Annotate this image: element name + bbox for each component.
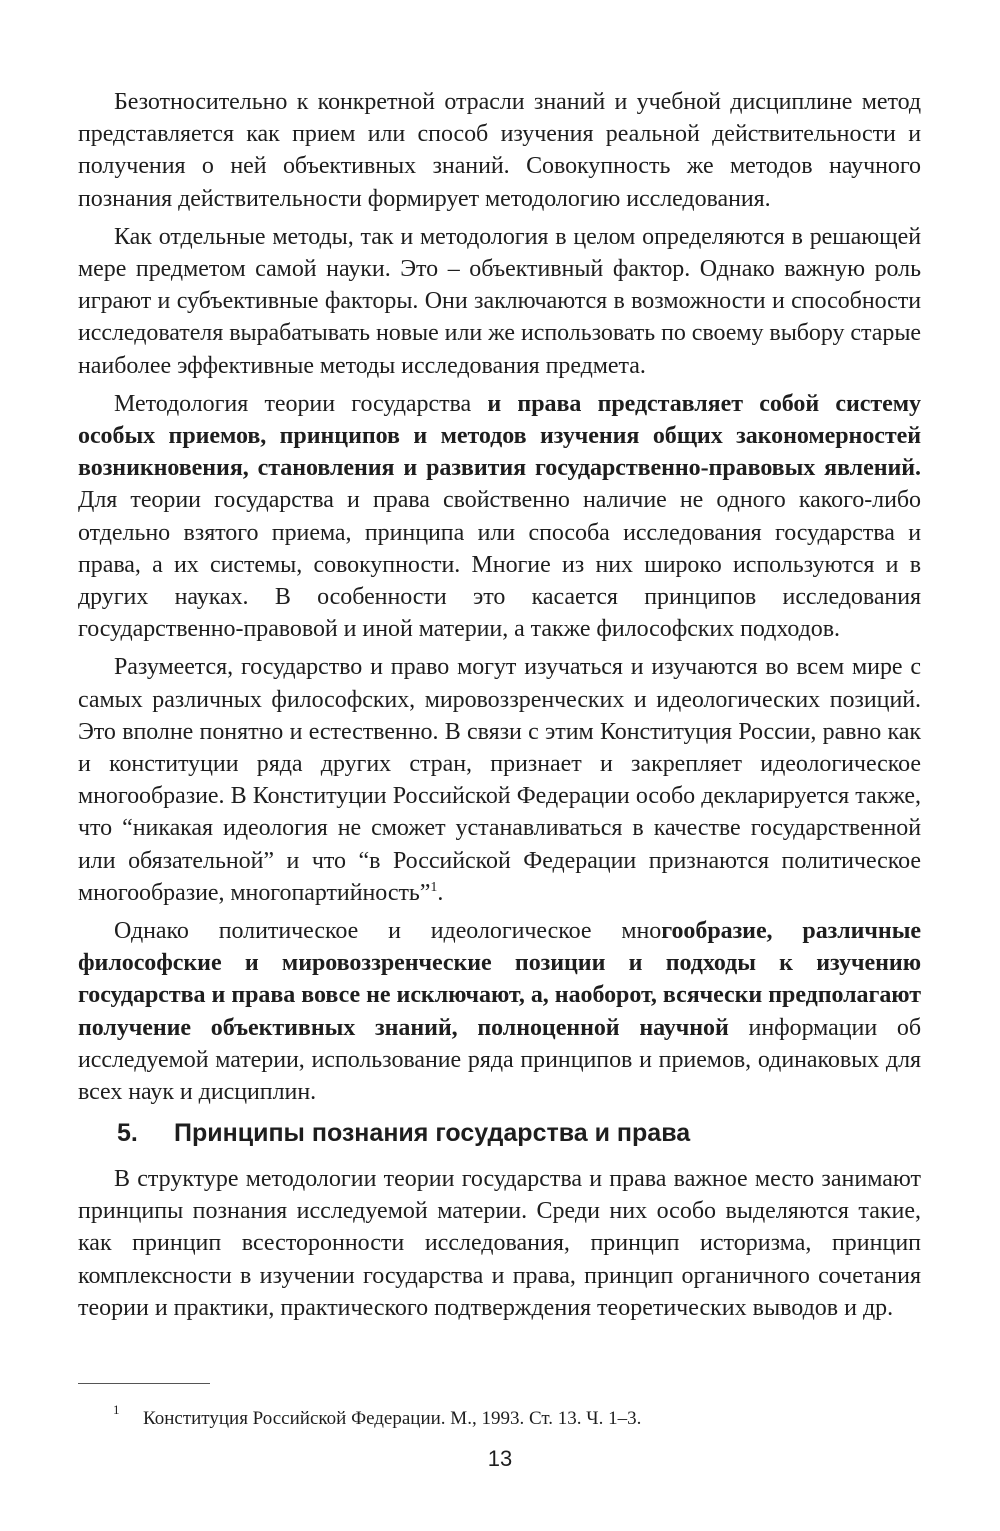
section-title: Принципы познания государства и права bbox=[174, 1119, 691, 1147]
footnote-text: Конституция Российской Федерации. М., 1993. Ст. 13. Ч. 1–3. bbox=[143, 1408, 642, 1429]
paragraph-5-bold: гообразие, различные философские и мировоззренческие позиции и подходы к изучению государства и права вовсе не исключают, а, наоборот, всячески предполагают получение объективных знаний, полноценной научной bbox=[78, 918, 921, 1041]
footnote-reference: 1 bbox=[430, 879, 438, 895]
paragraph-3 bbox=[78, 388, 921, 646]
paragraph-3-start: Методология теории государства bbox=[114, 390, 472, 417]
paragraph-3-end: Для теории государства и права свойственно наличие не одного какого-либо отдельно взятого приема, принципа или способа исследования государства и права, а их системы, совокупности. Многие из них широко используются и в других науках. В особенности это касается принципов исследования государственно-правовой и иной материи, а также философских подходов. bbox=[78, 487, 921, 643]
paragraph-4-text: Разумеется, государство и право могут изучаться и изучаются во всем мире с самых различных философских, мировоззренческих и идеологических позиций. Это вполне понятно и естественно. В связи с этим Конституция России, равно как и конституции ряда других стран, признает и закрепляет идеологическое многообразие. В Конституции Российской Федерации особо декларируется также, что “никакая идеология не сможет устанавливаться в качестве государственной или обязательной” и что “в Российской Федерации признаются политическое многообразие, многопартийность” bbox=[78, 654, 921, 906]
footnote-mark: 1 bbox=[113, 1402, 120, 1417]
main-text bbox=[78, 86, 921, 1108]
paragraph-3-bold: и права представляет собой систему особых приемов, принципов и методов изучения общих закономерностей возникновения, становления и развития государственно-правовых явлений. bbox=[78, 390, 921, 482]
section-text bbox=[78, 1163, 921, 1324]
paragraph-5-start: Однако политическое и идеологическое мно bbox=[114, 918, 662, 945]
paragraph-1: Безотносительно к конкретной отрасли знаний и учебной дисциплине метод представляется как прием или способ изучения реальной действительности и получения о ней объективных знаний. Совокупность же методов научного познания действительности формирует методологию исследования. bbox=[78, 89, 921, 212]
paragraph-5-end: информации об исследуемой материи, использование ряда принципов и приемов, одинаковых для всех наук и дисциплин. bbox=[78, 1014, 921, 1106]
section-heading bbox=[117, 1116, 690, 1150]
page-number: 13 bbox=[487, 1446, 513, 1471]
paragraph-5 bbox=[78, 915, 921, 1108]
section-paragraph: В структуре методологии теории государства и права важное место занимают принципы познания исследуемой материи. Среди них особо выделяются такие, как принцип всесторонности исследования, принцип историзма, принцип комплексности в изучении государства и права, принцип органичного сочетания теории и практики, практического подтверждения теоретических выводов и др. bbox=[78, 1166, 921, 1321]
footnote-divider bbox=[78, 1383, 210, 1384]
footnote bbox=[113, 1396, 641, 1433]
paragraph-4 bbox=[78, 651, 921, 909]
paragraph-4-end: . bbox=[437, 879, 444, 906]
section-number: 5. bbox=[117, 1119, 138, 1147]
paragraph-2: Как отдельные методы, так и методология в целом определяются в решающей мере предметом самой науки. Это – объективный фактор. Однако важную роль играют и субъективные факторы. Они заключаются в возможности и способности исследователя вырабатывать новые или же использовать по своему выбору старые наиболее эффективные методы исследования предмета. bbox=[78, 223, 921, 379]
